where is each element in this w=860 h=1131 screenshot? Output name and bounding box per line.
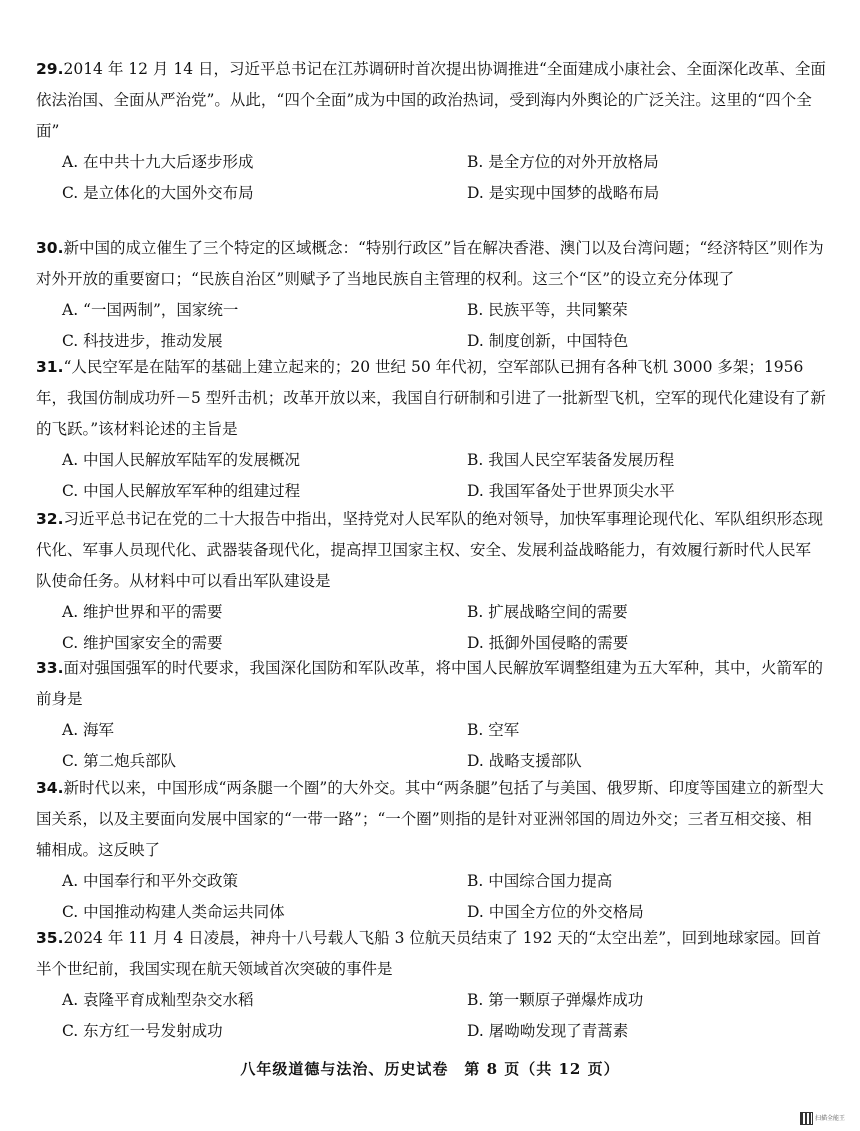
question-number: 31. xyxy=(36,358,64,376)
question-text: “人民空军是在陆军的基础上建立起来的；20 世纪 50 年代初，空军部队已拥有各种飞机 3000 多架；1956 年，我国仿制成功歼－5 型歼击机；改革开放以来，我国自行研制和引进了一批新型飞机，空军的现代化建设有了新的飞跃。”该材料论述的主旨是 xyxy=(36,358,826,438)
option-a[interactable]: A. 海军 xyxy=(62,721,115,739)
question-text: 新时代以来，中国形成“两条腿一个圈”的大外交。其中“两条腿”包括了与美国、俄罗斯、印度等国建立的新型大国关系，以及主要面向发展中国家的“一带一路”；“一个圈”则指的是针对亚洲邻国的周边外交；三者互相交接、相辅相成。这反映了 xyxy=(36,779,824,859)
options xyxy=(62,147,852,209)
option-c[interactable]: C. 东方红一号发射成功 xyxy=(62,1022,223,1040)
options xyxy=(62,295,852,357)
question-29 xyxy=(36,54,826,209)
option-b[interactable]: B. 空军 xyxy=(467,721,520,739)
option-d[interactable]: D. 中国全方位的外交格局 xyxy=(467,903,644,921)
question-text: 2014 年 12 月 14 日，习近平总书记在江苏调研时首次提出协调推进“全面建成小康社会、全面深化改革、全面依法治国、全面从严治党”。从此，“四个全面”成为中国的政治热词，受到海内外舆论的广泛关注。这里的“四个全面” xyxy=(36,60,826,140)
option-a[interactable]: A. 袁隆平育成籼型杂交水稻 xyxy=(62,991,254,1009)
option-c[interactable]: C. 是立体化的大国外交布局 xyxy=(62,184,254,202)
option-d[interactable]: D. 是实现中国梦的战略布局 xyxy=(467,184,660,202)
question-32 xyxy=(36,504,826,659)
option-a[interactable]: A. 维护世界和平的需要 xyxy=(62,603,223,621)
question-number: 32. xyxy=(36,510,64,528)
option-c[interactable]: C. 中国人民解放军军种的组建过程 xyxy=(62,482,301,500)
options xyxy=(62,597,852,659)
question-33 xyxy=(36,653,826,777)
question-number: 30. xyxy=(36,239,64,257)
option-a[interactable]: A. 在中共十九大后逐步形成 xyxy=(62,153,254,171)
option-c[interactable]: C. 第二炮兵部队 xyxy=(62,752,177,770)
watermark-text: 扫描全能王 xyxy=(815,1115,846,1122)
option-b[interactable]: B. 民族平等，共同繁荣 xyxy=(467,301,628,319)
question-stem xyxy=(36,504,826,597)
options xyxy=(62,715,852,777)
question-stem xyxy=(36,352,826,445)
question-text: 新中国的成立催生了三个特定的区域概念：“特别行政区”旨在解决香港、澳门以及台湾问题；“经济特区”则作为对外开放的重要窗口；“民族自治区”则赋予了当地民族自主管理的权利。这三个“区”的设立充分体现了 xyxy=(36,239,824,288)
option-d[interactable]: D. 战略支援部队 xyxy=(467,752,582,770)
option-b[interactable]: B. 我国人民空军装备发展历程 xyxy=(467,451,675,469)
option-d[interactable]: D. 我国军备处于世界顶尖水平 xyxy=(467,482,675,500)
question-text: 2024 年 11 月 4 日凌晨，神舟十八号载人飞船 3 位航天员结束了 192 天的“太空出差”，回到地球家园。回首半个世纪前，我国实现在航天领域首次突破的事件是 xyxy=(36,929,822,978)
question-stem xyxy=(36,54,826,147)
question-30 xyxy=(36,233,826,357)
question-35 xyxy=(36,923,826,1047)
question-31 xyxy=(36,352,826,507)
option-d[interactable]: D. 制度创新，中国特色 xyxy=(467,332,629,350)
option-b[interactable]: B. 是全方位的对外开放格局 xyxy=(467,153,659,171)
option-a[interactable]: A. “一国两制”，国家统一 xyxy=(62,301,239,319)
options xyxy=(62,985,852,1047)
question-number: 35. xyxy=(36,929,64,947)
question-stem xyxy=(36,653,826,715)
option-b[interactable]: B. 扩展战略空间的需要 xyxy=(467,603,628,621)
question-34 xyxy=(36,773,826,928)
option-a[interactable]: A. 中国人民解放军陆军的发展概况 xyxy=(62,451,301,469)
option-b[interactable]: B. 第一颗原子弹爆炸成功 xyxy=(467,991,644,1009)
option-d[interactable]: D. 抵御外国侵略的需要 xyxy=(467,634,629,652)
question-stem xyxy=(36,773,826,866)
question-stem xyxy=(36,923,826,985)
qr-code-icon xyxy=(800,1112,813,1125)
page-footer: 八年级道德与法治、历史试卷 第 8 页（共 12 页） xyxy=(240,1060,620,1078)
question-number: 33. xyxy=(36,659,64,677)
question-text: 面对强国强军的时代要求，我国深化国防和军队改革，将中国人民解放军调整组建为五大军种，其中，火箭军的前身是 xyxy=(36,659,823,708)
option-c[interactable]: C. 中国推动构建人类命运共同体 xyxy=(62,903,285,921)
options xyxy=(62,445,852,507)
option-d[interactable]: D. 屠呦呦发现了青蒿素 xyxy=(467,1022,629,1040)
question-stem xyxy=(36,233,826,295)
question-number: 34. xyxy=(36,779,64,797)
option-b[interactable]: B. 中国综合国力提高 xyxy=(467,872,613,890)
option-c[interactable]: C. 维护国家安全的需要 xyxy=(62,634,223,652)
question-text: 习近平总书记在党的二十大报告中指出，坚持党对人民军队的绝对领导，加快军事理论现代化、军队组织形态现代化、军事人员现代化、武器装备现代化，提高捍卫国家主权、安全、发展利益战略能力，有效履行新时代人民军队使命任务。从材料中可以看出军队建设是 xyxy=(36,510,823,590)
options xyxy=(62,866,852,928)
option-c[interactable]: C. 科技进步，推动发展 xyxy=(62,332,223,350)
option-a[interactable]: A. 中国奉行和平外交政策 xyxy=(62,872,239,890)
question-number: 29. xyxy=(36,60,64,78)
